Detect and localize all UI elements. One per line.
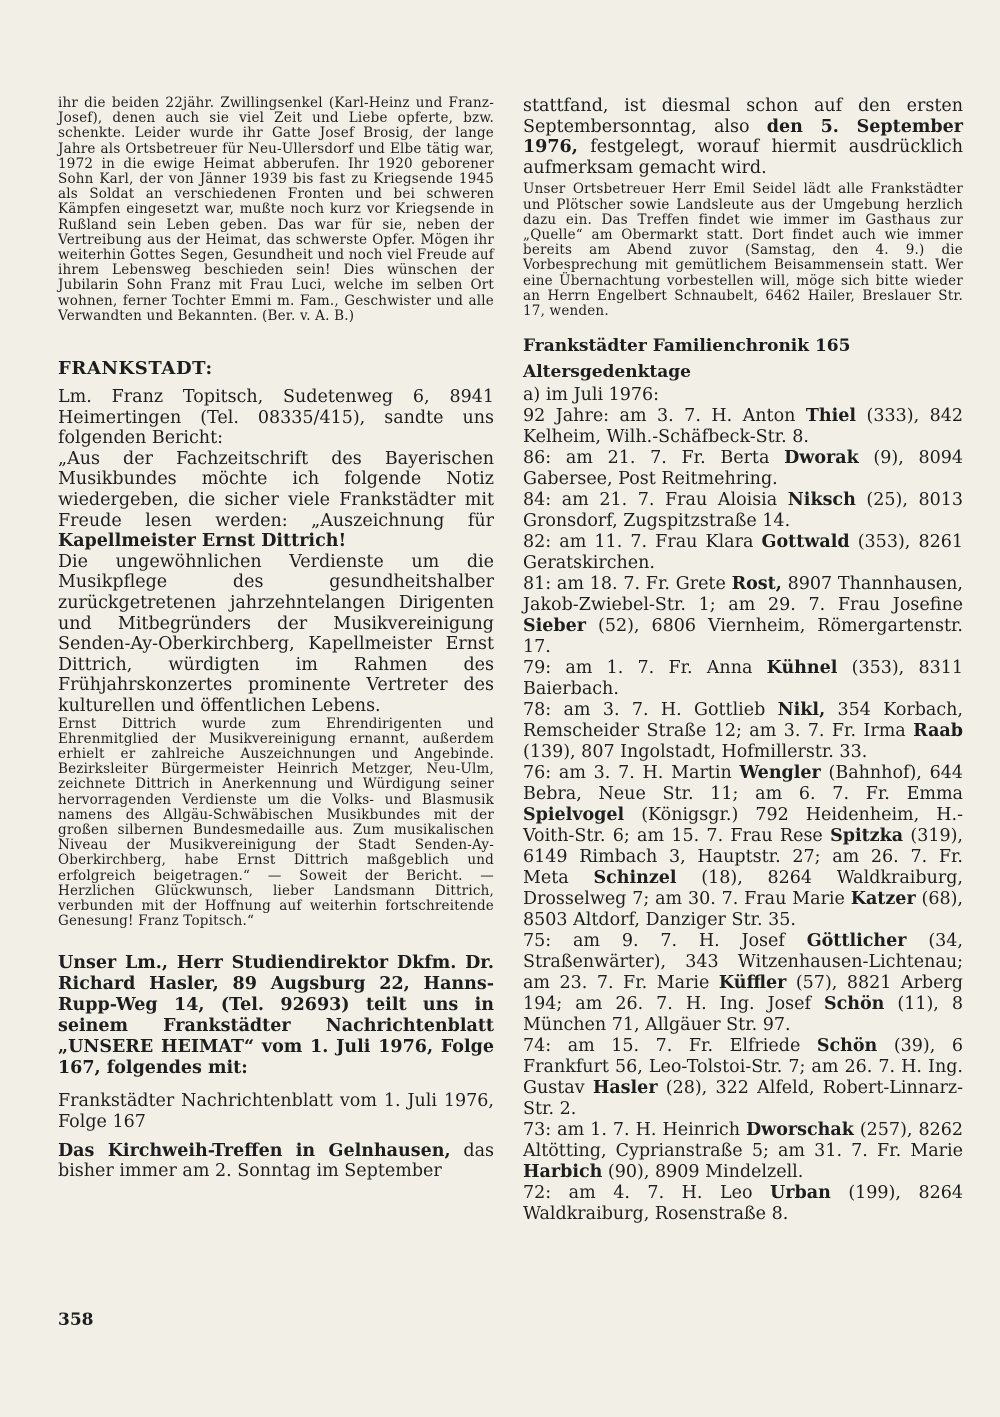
entry-text: 86: am 21. 7. Fr. Berta <box>523 448 785 469</box>
chronicle-entry <box>523 931 963 1036</box>
intro-paragraph: ihr die beiden 22jähr. Zwillingsenkel (Karl-Heinz und Franz-Josef), denen auch sie viel Zeit und Liebe opferte, bzw. schenkte. Leider wurde ihr Gatte Josef Brosig, der lange Jahre als Ortsbetreuer für Neu-Ullersdorf und Elbe tätig war, 1972 in die ewige Heimat abberufen. Ihr 1920 geborener Sohn Karl, der von Jänner 1939 bis fast zu Kriegsende 1945 als Soldat an verschiedenen Fronten und bei schweren Kämpfen eingesetzt war, mußte noch kurz vor Kriegsende in Rußland sein Leben geben. Das war für sie, neben der Vertreibung aus der Heimat, das schwerste Opfer. Mögen ihr weiterhin Gottes Segen, Gesundheit und noch viel Freude auf ihrem Lebensweg beschieden sein! Dies wünschen der Jubilarin Sohn Franz mit Frau Luci, welche im selben Ort wohnen, ferner Tochter Emmi m. Fam., Geschwister und alle Verwandten und Bekannten. (Ber. v. A. B.) <box>58 95 494 324</box>
topitsch-intro: Lm. Franz Topitsch, Sudetenweg 6, 8941 Heimertingen (Tel. 08335/415), sandte uns folgenden Bericht: <box>58 387 494 449</box>
entry-surname: Katzer <box>850 889 916 910</box>
entry-surname: Gottwald <box>761 532 850 553</box>
entry-surname: Dworschak <box>745 1120 854 1141</box>
continuation-bold: den 5. September 1976, <box>523 116 963 158</box>
chronicle-entry <box>523 448 963 490</box>
month-label: a) im Juli 1976: <box>523 385 660 406</box>
entry-text: 354 Korbach, Remscheider Straße 12; am 3. 7. Fr. Irma <box>523 700 963 742</box>
continuation-post: festgelegt, worauf hiermit ausdrücklich aufmerksam gemacht wird. <box>523 137 963 178</box>
entry-surname: Dworak <box>784 448 859 469</box>
entry-surname: Thiel <box>805 406 857 427</box>
quote-body: Die ungewöhnlichen Verdienste um die Musikpflege des gesundheitshalber zurückgetretenen jahrzehntelangen Dirigenten und Mitbegründers der Musikvereinigung Senden-Ay-Oberkirchberg, Kapellmeister Ernst Dittrich, würdigten im Rahmen des Frühjahrskonzertes prominente Vertreter des kulturellen und öffentlichen Lebens. <box>58 551 494 716</box>
entry-text: 81: am 18. 7. Fr. Grete <box>523 574 732 595</box>
entry-surname: Schön <box>823 994 885 1015</box>
entry-surname: Raab <box>913 721 963 742</box>
chronicle-entry <box>523 1183 963 1225</box>
quote-lead-bold: Kapellmeister Ernst Dittrich! <box>58 531 347 552</box>
chronicle-entry <box>523 1120 963 1183</box>
entry-text: (90), 8909 Mindelzell. <box>602 1162 804 1183</box>
entry-text: 76: am 3. 7. H. Martin <box>523 763 740 784</box>
chronicle-entry <box>523 532 963 574</box>
entry-text: (353), 8311 Baierbach. <box>523 658 963 700</box>
kirchweih-rest: das bisher immer am 2. Sonntag im September <box>58 1140 494 1182</box>
entry-text: 78: am 3. 7. H. Gottlieb <box>523 700 778 721</box>
quote-lead <box>58 449 494 552</box>
page-number: 358 <box>58 1310 94 1330</box>
entry-text: (39), 6 Frankfurt 56, Leo-Tolstoi-Str. 7; am 26. 7. H. Ing. Gustav <box>523 1036 963 1099</box>
entry-text: (9), 8094 Gabersee, Post Reitmehring. <box>523 448 964 490</box>
entry-surname: Nikl, <box>777 700 826 721</box>
entry-text: 73: am 1. 7. H. Heinrich <box>523 1120 746 1141</box>
entry-text: 79: am 1. 7. Fr. Anna <box>523 658 767 679</box>
entry-text: 75: am 9. 7. H. Josef <box>523 931 807 952</box>
entry-text: (257), 8262 Altötting, Cyprianstraße 5; am 31. 7. Fr. Marie <box>523 1120 963 1162</box>
section-heading-frankstadt: FRANKSTADT: <box>58 358 213 380</box>
chronicle-entry <box>523 490 963 532</box>
entry-text: (25), 8013 Gronsdorf, Zugspitzstraße 14. <box>523 490 963 532</box>
entry-text: (199), 8264 Waldkraiburg, Rosenstraße 8. <box>523 1183 963 1225</box>
entry-text: 84: am 21. 7. Frau Aloisia <box>523 490 788 511</box>
entry-surname: Spielvogel <box>523 805 625 826</box>
chronicle-entry <box>523 406 963 448</box>
entry-surname: Harbich <box>523 1162 603 1183</box>
entry-text: (139), 807 Ingolstadt, Hofmillerstr. 33. <box>523 742 868 763</box>
entry-surname: Küffler <box>718 973 787 994</box>
entry-text: 8907 Thannhausen, Jakob-Zwiebel-Str. 1; am 29. 7. Frau Josefine <box>523 574 963 616</box>
entry-surname: Urban <box>770 1183 831 1204</box>
entry-text: (34, Straßenwärter), 343 Witzenhausen-Lichtenau; am 23. 7. Fr. Marie <box>523 931 963 994</box>
entry-surname: Schön <box>816 1036 878 1057</box>
entry-text: 92 Jahre: am 3. 7. H. Anton <box>523 406 806 427</box>
right-column <box>523 96 963 1225</box>
seidel-paragraph: Unser Ortsbetreuer Herr Emil Seidel lädt alle Frankstädter und Plötscher sowie Landsleute aus der Umgebung herzlich dazu ein. Das Treffen findet wie immer im Gasthaus zur „Quelle“ am Obermarkt statt. Dort findet auch wie immer bereits am Abend zuvor (Samstag, den 4. 9.) die Vorbesprechung mit gemütlichem Beisammensein statt. Wer eine Übernachtung vorbestellen will, möge sich bitte wieder an Herrn Engelbert Schnaubelt, 6462 Hailer, Breslauer Str. 17, wenden. <box>523 181 963 319</box>
chronik-heading: Frankstädter Familienchronik 165 <box>523 336 851 357</box>
entry-text: (353), 8261 Geratskirchen. <box>523 532 963 574</box>
entry-text: (52), 6806 Viernheim, Römergartenstr. 17. <box>523 616 963 658</box>
entry-surname: Sieber <box>523 616 587 637</box>
hasler-block: Unser Lm., Herr Studiendirektor Dkfm. Dr. Richard Hasler, 89 Augsburg 22, Hanns-Rupp-Weg 14, (Tel. 92693) teilt uns in seinem Frankstädter Nachrichtenblatt „UNSERE HEIMAT“ vom 1. Juli 1976, Folge 167, folgendes mit: <box>58 953 494 1079</box>
entry-text: (11), 8 München 71, Allgäuer Str. 97. <box>523 994 964 1036</box>
entry-surname: Hasler <box>592 1078 658 1099</box>
entry-text: (18), 8264 Waldkraiburg, Drosselweg 7; am 30. 7. Frau Marie <box>523 868 963 910</box>
entry-text: (319), 6149 Rimbach 3, Hauptstr. 27; am 26. 7. Fr. Meta <box>523 826 963 889</box>
kirchweih-bold: Das Kirchweih-Treffen in Gelnhausen, <box>58 1140 451 1161</box>
entry-text: (333), 842 Kelheim, Wilh.-Schäfbeck-Str. 8. <box>523 406 963 448</box>
entry-surname: Göttlicher <box>806 931 907 952</box>
entry-text: (Bahnhof), 644 Bebra, Neue Str. 11; am 6. 7. Fr. Emma <box>523 763 963 805</box>
entry-surname: Spitzka <box>830 826 904 847</box>
entry-surname: Rost, <box>731 574 782 595</box>
entry-surname: Schinzel <box>593 868 677 889</box>
quote-small-print: Ernst Dittrich wurde zum Ehrendirigenten und Ehrenmitglied der Musikvereinigung ernannt, außerdem erhielt er zahlreiche Auszeichnungen und Angebinde. Bezirksleiter Bürgermeister Heinrich Metzger, Neu-Ulm, zeichnete Dittrich in Anerkennung und Würdigung seiner hervorragenden Verdienste um die Volks- und Blasmusik namens des Allgäu-Schwäbischen Musikbundes mit der großen silbernen Bundesmedaille aus. Zum musikalischen Niveau der Musikvereinigung der Stadt Senden-Ay-Oberkirchberg, habe Ernst Dittrich maßgeblich und erfolgreich beigetragen.“ — Soweit der Bericht. — Herzlichen Glückwunsch, lieber Landsmann Dittrich, verbunden mit der Hoffnung auf weiterhin fortschreitende Genesung! Franz Topitsch.“ <box>58 715 494 930</box>
chronicle-entry <box>523 658 963 700</box>
kirchweih-paragraph <box>58 1141 494 1182</box>
chronicle-entry <box>523 574 963 658</box>
left-column <box>58 96 494 1182</box>
quote-lead-text: „Aus der Fachzeitschrift des Bayerischen Musikbundes möchte ich folgende Notiz wiedergeben, die sicher viele Frankstädter mit Freude lesen werden: „Auszeichnung für <box>58 448 494 531</box>
entry-text: (Königsgr.) 792 Heidenheim, H.-Voith-Str. 6; am 15. 7. Frau Rese <box>523 805 963 847</box>
continuation-pre: stattfand, ist diesmal schon auf den ersten Septembersonntag, also <box>523 96 963 137</box>
entry-text: 72: am 4. 7. H. Leo <box>523 1183 771 1204</box>
entry-surname: Niksch <box>787 490 856 511</box>
continuation-paragraph <box>523 96 963 178</box>
chronicle-entry <box>523 1036 963 1120</box>
nachrichtenblatt-line: Frankstädter Nachrichtenblatt vom 1. Juli 1976, Folge 167 <box>58 1091 494 1132</box>
entry-text: 82: am 11. 7. Frau Klara <box>523 532 762 553</box>
chronicle-entry <box>523 763 963 931</box>
entry-text: (68), 8503 Altdorf, Danziger Str. 35. <box>523 889 963 931</box>
entry-text: (57), 8821 Arberg 194; am 26. 7. H. Ing. Josef <box>523 973 963 1015</box>
chronicle-entry <box>523 700 963 763</box>
entry-surname: Wengler <box>739 763 821 784</box>
entry-text: (28), 322 Alfeld, Robert-Linnarz-Str. 2. <box>523 1078 964 1120</box>
gedenktage-heading: Altersgedenktage <box>523 362 691 383</box>
entry-text: 74: am 15. 7. Fr. Elfriede <box>523 1036 817 1057</box>
entry-surname: Kühnel <box>766 658 838 679</box>
